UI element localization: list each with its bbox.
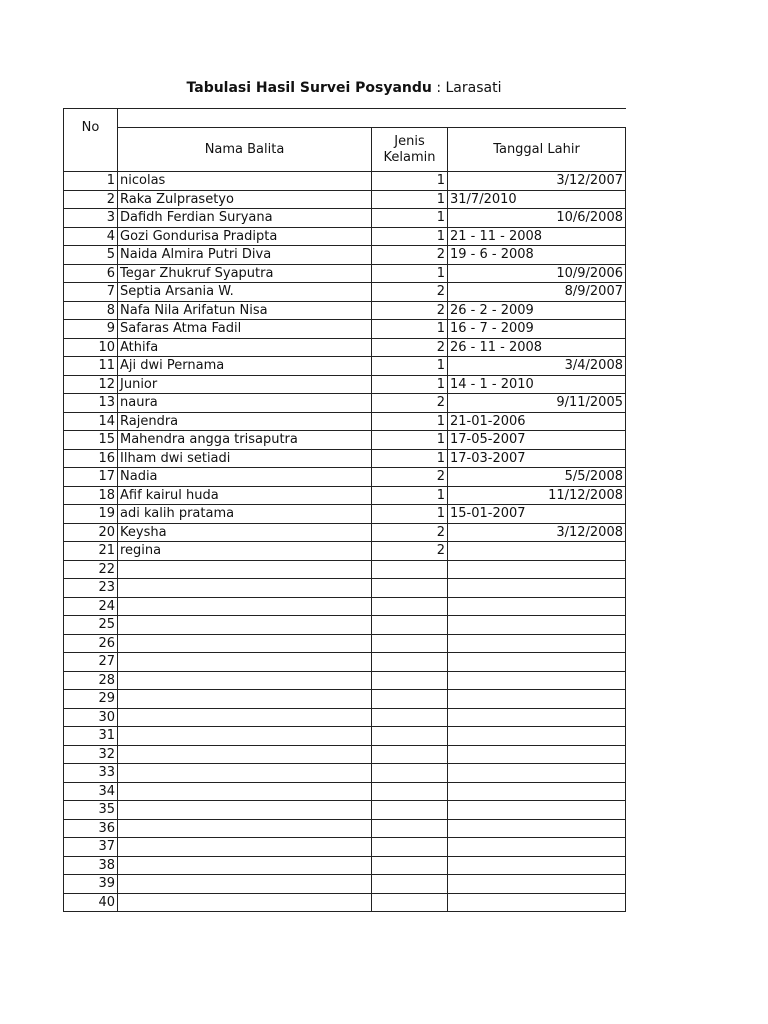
birth-date[interactable] bbox=[448, 597, 626, 616]
gender-code[interactable] bbox=[372, 653, 448, 672]
child-name[interactable] bbox=[118, 819, 372, 838]
row-number[interactable]: 8 bbox=[64, 301, 118, 320]
child-name[interactable] bbox=[118, 560, 372, 579]
birth-date[interactable]: 26 - 11 - 2008 bbox=[448, 338, 626, 357]
birth-date[interactable]: 11/12/2008 bbox=[448, 486, 626, 505]
birth-date[interactable]: 3/12/2008 bbox=[448, 523, 626, 542]
header-gender-line1: Jenis bbox=[394, 133, 425, 149]
table-row bbox=[64, 449, 626, 468]
row-number[interactable]: 35 bbox=[64, 801, 118, 820]
row-number[interactable]: 12 bbox=[64, 375, 118, 394]
table-row bbox=[64, 634, 626, 653]
birth-date[interactable] bbox=[448, 838, 626, 857]
row-number[interactable]: 25 bbox=[64, 616, 118, 635]
gender-code[interactable] bbox=[372, 856, 448, 875]
child-name[interactable] bbox=[118, 690, 372, 709]
gender-code[interactable] bbox=[372, 690, 448, 709]
table-row bbox=[64, 338, 626, 357]
birth-date[interactable] bbox=[448, 560, 626, 579]
child-name[interactable]: naura bbox=[118, 394, 372, 413]
birth-date[interactable] bbox=[448, 579, 626, 598]
table-row bbox=[64, 246, 626, 265]
gender-code[interactable]: 1 bbox=[372, 190, 448, 209]
gender-code[interactable] bbox=[372, 745, 448, 764]
child-name[interactable] bbox=[118, 653, 372, 672]
gender-code[interactable]: 1 bbox=[372, 505, 448, 524]
table-row bbox=[64, 431, 626, 450]
row-number[interactable]: 39 bbox=[64, 875, 118, 894]
child-name[interactable]: Junior bbox=[118, 375, 372, 394]
birth-date[interactable] bbox=[448, 801, 626, 820]
table-row bbox=[64, 893, 626, 912]
gender-code[interactable] bbox=[372, 893, 448, 912]
gender-code[interactable] bbox=[372, 782, 448, 801]
row-number[interactable]: 6 bbox=[64, 264, 118, 283]
child-name[interactable]: Ilham dwi setiadi bbox=[118, 449, 372, 468]
table-row bbox=[64, 283, 626, 302]
gender-code[interactable]: 2 bbox=[372, 283, 448, 302]
row-number[interactable]: 5 bbox=[64, 246, 118, 265]
birth-date[interactable]: 3/4/2008 bbox=[448, 357, 626, 376]
table-row bbox=[64, 190, 626, 209]
child-name[interactable] bbox=[118, 838, 372, 857]
birth-date[interactable]: 31/7/2010 bbox=[448, 190, 626, 209]
table-row bbox=[64, 764, 626, 783]
gender-code[interactable]: 1 bbox=[372, 431, 448, 450]
child-name[interactable]: adi kalih pratama bbox=[118, 505, 372, 524]
table-row bbox=[64, 856, 626, 875]
gender-code[interactable]: 1 bbox=[372, 449, 448, 468]
page-title bbox=[0, 79, 688, 97]
row-number[interactable]: 20 bbox=[64, 523, 118, 542]
gender-code[interactable] bbox=[372, 838, 448, 857]
table-row bbox=[64, 616, 626, 635]
birth-date[interactable] bbox=[448, 708, 626, 727]
row-number[interactable]: 14 bbox=[64, 412, 118, 431]
gender-code[interactable]: 2 bbox=[372, 468, 448, 487]
table-row bbox=[64, 671, 626, 690]
birth-date[interactable]: 17-03-2007 bbox=[448, 449, 626, 468]
row-number[interactable]: 30 bbox=[64, 708, 118, 727]
table-row bbox=[64, 690, 626, 709]
header-gender bbox=[372, 128, 448, 172]
gender-code[interactable] bbox=[372, 727, 448, 746]
gender-code[interactable]: 2 bbox=[372, 338, 448, 357]
table-row bbox=[64, 357, 626, 376]
gender-code[interactable] bbox=[372, 634, 448, 653]
row-number[interactable]: 19 bbox=[64, 505, 118, 524]
header-birth: Tanggal Lahir bbox=[448, 128, 626, 172]
row-number[interactable]: 16 bbox=[64, 449, 118, 468]
row-number[interactable]: 11 bbox=[64, 357, 118, 376]
table-row bbox=[64, 727, 626, 746]
title-location: : Larasati bbox=[431, 80, 502, 96]
child-name[interactable]: Athifa bbox=[118, 338, 372, 357]
birth-date[interactable] bbox=[448, 542, 626, 561]
child-name[interactable] bbox=[118, 875, 372, 894]
child-name[interactable]: Naida Almira Putri Diva bbox=[118, 246, 372, 265]
table-row bbox=[64, 523, 626, 542]
table-row bbox=[64, 468, 626, 487]
table-row bbox=[64, 819, 626, 838]
child-name[interactable] bbox=[118, 579, 372, 598]
header-no: No bbox=[64, 109, 118, 172]
row-number[interactable]: 22 bbox=[64, 560, 118, 579]
row-number[interactable]: 38 bbox=[64, 856, 118, 875]
birth-date[interactable]: 3/12/2007 bbox=[448, 172, 626, 191]
gender-code[interactable]: 1 bbox=[372, 227, 448, 246]
row-number[interactable]: 17 bbox=[64, 468, 118, 487]
child-name[interactable]: Raka Zulprasetyo bbox=[118, 190, 372, 209]
table-row bbox=[64, 653, 626, 672]
header-name: Nama Balita bbox=[118, 128, 372, 172]
row-number[interactable]: 10 bbox=[64, 338, 118, 357]
gender-code[interactable]: 2 bbox=[372, 301, 448, 320]
gender-code[interactable]: 2 bbox=[372, 523, 448, 542]
gender-code[interactable]: 2 bbox=[372, 542, 448, 561]
row-number[interactable]: 2 bbox=[64, 190, 118, 209]
gender-code[interactable] bbox=[372, 875, 448, 894]
birth-date[interactable] bbox=[448, 856, 626, 875]
header-row bbox=[64, 128, 626, 172]
gender-code[interactable]: 1 bbox=[372, 486, 448, 505]
table-row bbox=[64, 542, 626, 561]
birth-date[interactable]: 17-05-2007 bbox=[448, 431, 626, 450]
table-row bbox=[64, 801, 626, 820]
row-number[interactable]: 15 bbox=[64, 431, 118, 450]
table-body bbox=[64, 109, 626, 912]
table-row bbox=[64, 412, 626, 431]
row-number[interactable]: 18 bbox=[64, 486, 118, 505]
gender-code[interactable] bbox=[372, 819, 448, 838]
birth-date[interactable]: 21-01-2006 bbox=[448, 412, 626, 431]
row-number[interactable]: 36 bbox=[64, 819, 118, 838]
row-number[interactable]: 26 bbox=[64, 634, 118, 653]
child-name[interactable]: regina bbox=[118, 542, 372, 561]
gender-code[interactable]: 1 bbox=[372, 412, 448, 431]
child-name[interactable] bbox=[118, 708, 372, 727]
gender-code[interactable]: 1 bbox=[372, 264, 448, 283]
table-row bbox=[64, 486, 626, 505]
row-number[interactable]: 13 bbox=[64, 394, 118, 413]
gender-code[interactable]: 1 bbox=[372, 357, 448, 376]
birth-date[interactable]: 8/9/2007 bbox=[448, 283, 626, 302]
birth-date[interactable]: 15-01-2007 bbox=[448, 505, 626, 524]
row-number[interactable]: 40 bbox=[64, 893, 118, 912]
child-name[interactable]: Nadia bbox=[118, 468, 372, 487]
table-row bbox=[64, 320, 626, 339]
child-name[interactable]: Afif kairul huda bbox=[118, 486, 372, 505]
birth-date[interactable]: 5/5/2008 bbox=[448, 468, 626, 487]
row-number[interactable]: 9 bbox=[64, 320, 118, 339]
birth-date[interactable]: 19 - 6 - 2008 bbox=[448, 246, 626, 265]
table-row bbox=[64, 597, 626, 616]
child-name[interactable]: Keysha bbox=[118, 523, 372, 542]
row-number[interactable]: 4 bbox=[64, 227, 118, 246]
row-number[interactable]: 1 bbox=[64, 172, 118, 191]
child-name[interactable] bbox=[118, 616, 372, 635]
child-name[interactable]: Nafa Nila Arifatun Nisa bbox=[118, 301, 372, 320]
birth-date[interactable]: 10/6/2008 bbox=[448, 209, 626, 228]
child-name[interactable] bbox=[118, 856, 372, 875]
gender-code[interactable] bbox=[372, 671, 448, 690]
gender-code[interactable] bbox=[372, 708, 448, 727]
gender-code[interactable] bbox=[372, 579, 448, 598]
birth-date[interactable]: 21 - 11 - 2008 bbox=[448, 227, 626, 246]
child-name[interactable]: Mahendra angga trisaputra bbox=[118, 431, 372, 450]
child-name[interactable]: Rajendra bbox=[118, 412, 372, 431]
birth-date[interactable] bbox=[448, 875, 626, 894]
table-row bbox=[64, 172, 626, 191]
birth-date[interactable] bbox=[448, 782, 626, 801]
birth-date[interactable] bbox=[448, 727, 626, 746]
table-row bbox=[64, 209, 626, 228]
child-name[interactable] bbox=[118, 893, 372, 912]
child-name[interactable] bbox=[118, 671, 372, 690]
row-number[interactable]: 24 bbox=[64, 597, 118, 616]
row-number[interactable]: 37 bbox=[64, 838, 118, 857]
row-number[interactable]: 7 bbox=[64, 283, 118, 302]
birth-date[interactable] bbox=[448, 616, 626, 635]
child-name[interactable] bbox=[118, 597, 372, 616]
table-row bbox=[64, 782, 626, 801]
child-name[interactable] bbox=[118, 727, 372, 746]
gender-code[interactable] bbox=[372, 616, 448, 635]
child-name[interactable]: Safaras Atma Fadil bbox=[118, 320, 372, 339]
row-number[interactable]: 23 bbox=[64, 579, 118, 598]
header-spacer-row bbox=[64, 109, 626, 128]
gender-code[interactable] bbox=[372, 801, 448, 820]
child-name[interactable] bbox=[118, 801, 372, 820]
gender-code[interactable]: 2 bbox=[372, 394, 448, 413]
gender-code[interactable]: 2 bbox=[372, 246, 448, 265]
birth-date[interactable]: 16 - 7 - 2009 bbox=[448, 320, 626, 339]
table-row bbox=[64, 708, 626, 727]
child-name[interactable]: Gozi Gondurisa Pradipta bbox=[118, 227, 372, 246]
gender-code[interactable]: 1 bbox=[372, 172, 448, 191]
table-row bbox=[64, 264, 626, 283]
row-number[interactable]: 33 bbox=[64, 764, 118, 783]
gender-code[interactable] bbox=[372, 764, 448, 783]
child-name[interactable] bbox=[118, 782, 372, 801]
birth-date[interactable] bbox=[448, 634, 626, 653]
row-number[interactable]: 34 bbox=[64, 782, 118, 801]
birth-date[interactable] bbox=[448, 671, 626, 690]
birth-date[interactable]: 26 - 2 - 2009 bbox=[448, 301, 626, 320]
birth-date[interactable]: 14 - 1 - 2010 bbox=[448, 375, 626, 394]
row-number[interactable]: 3 bbox=[64, 209, 118, 228]
child-name[interactable]: Dafidh Ferdian Suryana bbox=[118, 209, 372, 228]
row-number[interactable]: 27 bbox=[64, 653, 118, 672]
child-name[interactable] bbox=[118, 634, 372, 653]
table-row bbox=[64, 838, 626, 857]
table-row bbox=[64, 745, 626, 764]
gender-code[interactable] bbox=[372, 597, 448, 616]
table-row bbox=[64, 560, 626, 579]
birth-date[interactable] bbox=[448, 819, 626, 838]
child-name[interactable]: Septia Arsania W. bbox=[118, 283, 372, 302]
birth-date[interactable] bbox=[448, 893, 626, 912]
survey-table bbox=[63, 108, 626, 912]
header-gender-line2: Kelamin bbox=[383, 149, 436, 165]
row-number[interactable]: 28 bbox=[64, 671, 118, 690]
birth-date[interactable] bbox=[448, 690, 626, 709]
birth-date[interactable] bbox=[448, 764, 626, 783]
child-name[interactable] bbox=[118, 745, 372, 764]
gender-code[interactable]: 1 bbox=[372, 375, 448, 394]
row-number[interactable]: 21 bbox=[64, 542, 118, 561]
table-row bbox=[64, 505, 626, 524]
birth-date[interactable]: 9/11/2005 bbox=[448, 394, 626, 413]
birth-date[interactable] bbox=[448, 745, 626, 764]
gender-code[interactable]: 1 bbox=[372, 320, 448, 339]
title-main: Tabulasi Hasil Survei Posyandu bbox=[186, 80, 432, 96]
table-row bbox=[64, 227, 626, 246]
table-row bbox=[64, 875, 626, 894]
table-row bbox=[64, 394, 626, 413]
table-row bbox=[64, 375, 626, 394]
gender-code[interactable] bbox=[372, 560, 448, 579]
header-blank-cell bbox=[118, 109, 626, 128]
birth-date[interactable]: 10/9/2006 bbox=[448, 264, 626, 283]
child-name[interactable]: nicolas bbox=[118, 172, 372, 191]
table-row bbox=[64, 301, 626, 320]
gender-code[interactable]: 1 bbox=[372, 209, 448, 228]
row-number[interactable]: 32 bbox=[64, 745, 118, 764]
row-number[interactable]: 31 bbox=[64, 727, 118, 746]
table-row bbox=[64, 579, 626, 598]
birth-date[interactable] bbox=[448, 653, 626, 672]
child-name[interactable]: Aji dwi Pernama bbox=[118, 357, 372, 376]
child-name[interactable] bbox=[118, 764, 372, 783]
row-number[interactable]: 29 bbox=[64, 690, 118, 709]
child-name[interactable]: Tegar Zhukruf Syaputra bbox=[118, 264, 372, 283]
